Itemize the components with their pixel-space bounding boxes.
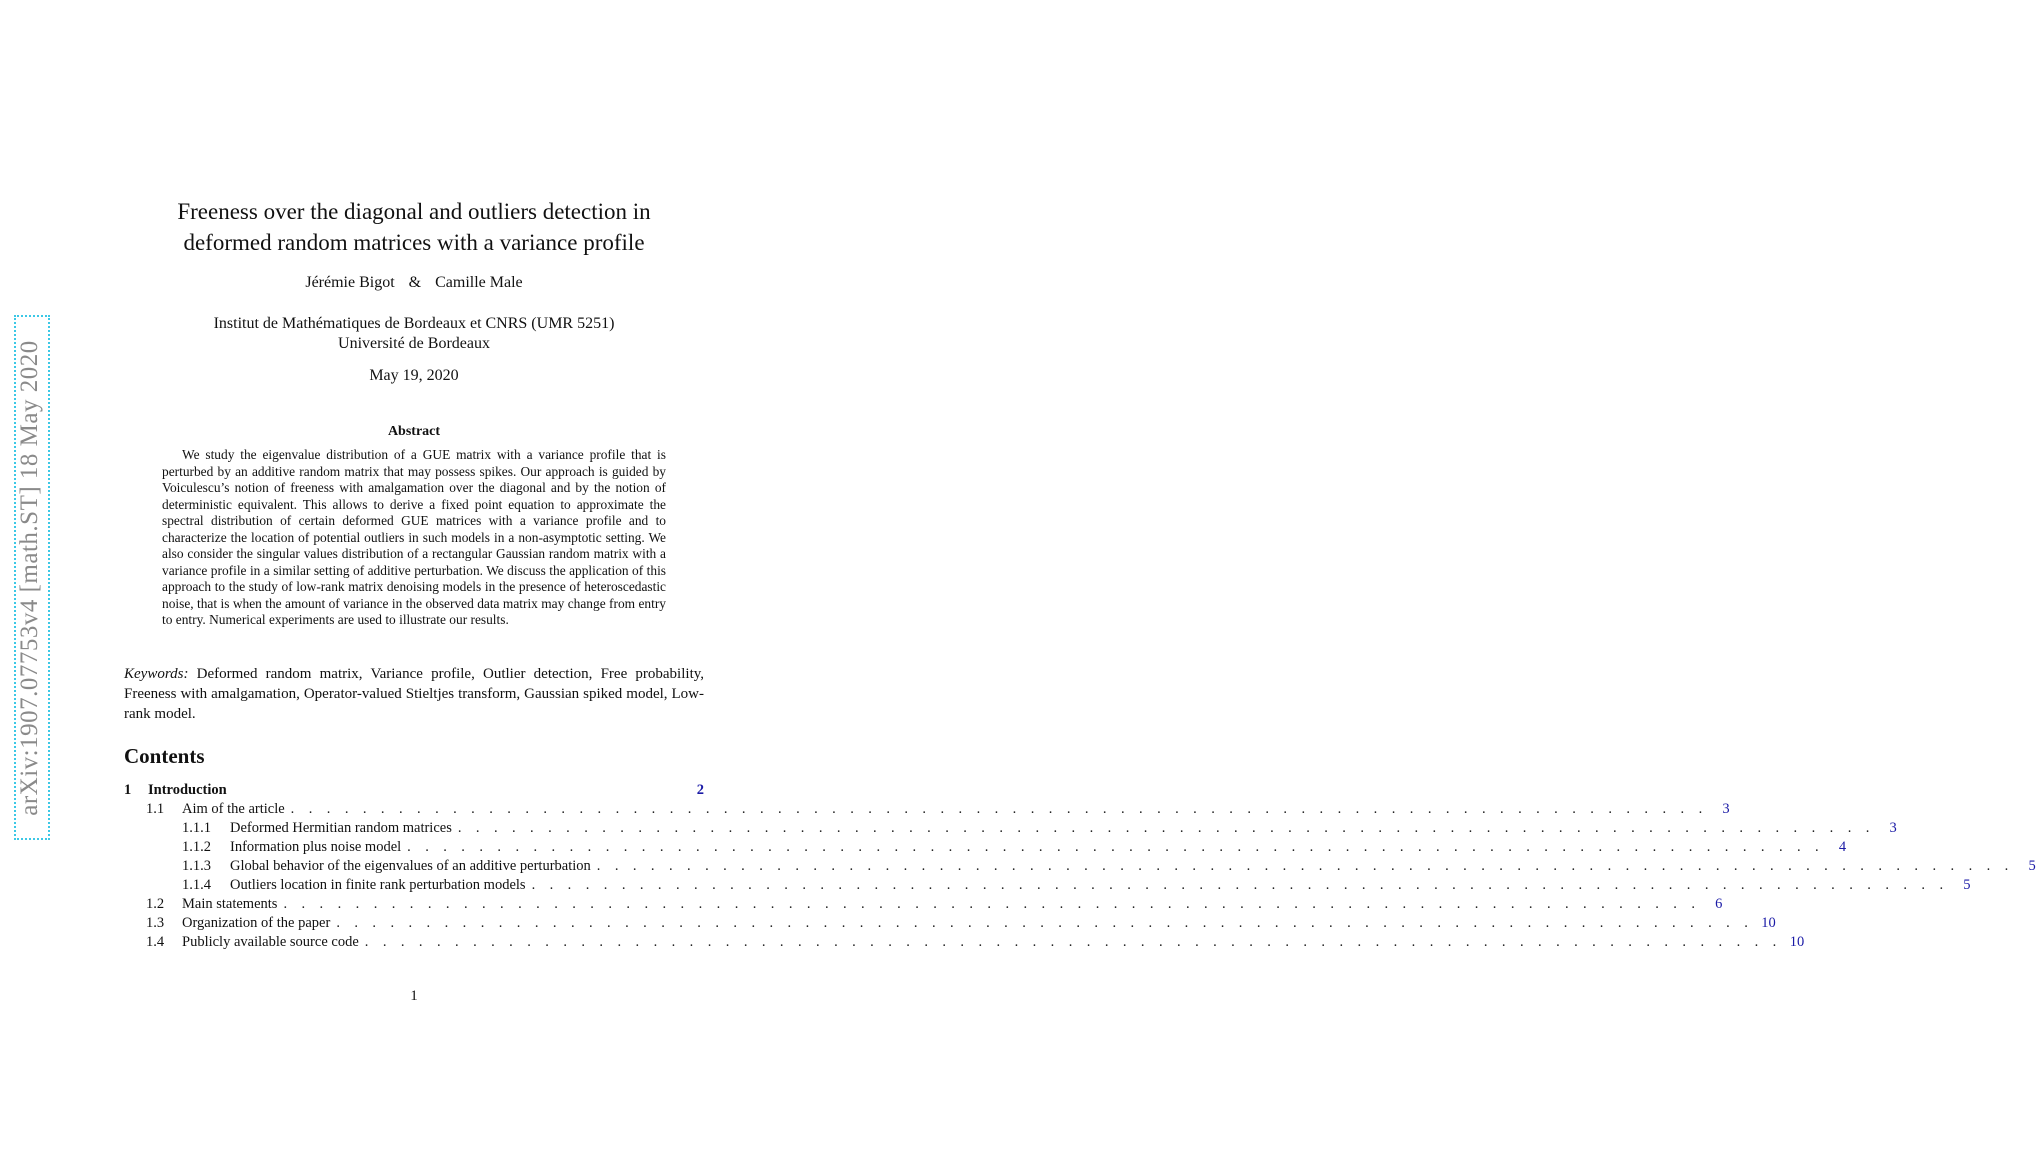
keywords	[124, 664, 704, 724]
toc-entry-source-code[interactable]	[124, 934, 1805, 953]
toc-number: 1.4	[146, 934, 165, 950]
toc-entry-organization[interactable]	[124, 915, 1776, 934]
toc-leader-dots: . . . . . . . . . . . . . . . . . . . . . . . . . . . . . . . . . . . . . . . . . . . . . . . . . . . . . . . . . . . . . . . . . . . . . . . . . . . . . . .	[336, 915, 1754, 931]
page-number: 1	[410, 988, 418, 1004]
abstract-text: We study the eigenvalue distribution of a GUE matrix with a variance profile that is perturbed by an additive random matrix that may possess spikes. Our approach is guided by Voiculescu’s notion of freeness with amalgamation over the diagonal and by the notion of deterministic equivalent. This allows to derive a fixed point equation to approximate the spectral distribution of certain deformed GUE matrices with a variance profile and to characterize the location of potential outliers in such models in a non-asymptotic setting. We also consider the singular values distribution of a rectangular Gaussian random matrix with a variance profile in a similar setting of additive perturbation. We discuss the application of this approach to the study of low-rank matrix denoising models in the presence of heteroscedastic noise, that is when the amount of variance in the observed data matrix may change from entry to entry. Numerical experiments are used to illustrate our results.	[162, 447, 666, 627]
paper-title	[124, 196, 704, 258]
authors	[124, 274, 704, 292]
abstract-heading: Abstract	[387, 424, 441, 439]
toc-number: 1.1.2	[182, 839, 211, 855]
toc-number: 1.1.4	[182, 877, 211, 893]
affiliation	[124, 314, 704, 354]
toc-page-link[interactable]: 3	[1889, 820, 1897, 836]
toc-page-link[interactable]: 4	[1838, 839, 1847, 855]
toc-leader-dots: . . . . . . . . . . . . . . . . . . . . . . . . . . . . . . . . . . . . . . . . . . . . . . . . . . . . . . . . . . . . . . . . . . . . . . . . . . . . . . .	[596, 858, 2014, 874]
keywords-text: Deformed random matrix, Variance profile, Outlier detection, Free probability, Freeness with amalgamation, Operator-valued Stieltjes transform, Gaussian spiked model, Low-rank model.	[124, 666, 705, 722]
toc-page-link[interactable]: 5	[1963, 877, 1971, 893]
title-line-2: deformed random matrices with a variance profile	[183, 230, 645, 255]
toc-page-link[interactable]: 10	[1761, 915, 1776, 931]
toc-page-link[interactable]: 10	[1789, 934, 1805, 950]
toc-label: Main statements	[182, 896, 278, 912]
arxiv-identifier[interactable]: arXiv:1907.07753v4 [math.ST] 18 May 2020	[16, 340, 43, 816]
author-1: Jérémie Bigot	[305, 274, 395, 291]
toc-leader-dots: . . . . . . . . . . . . . . . . . . . . . . . . . . . . . . . . . . . . . . . . . . . . . . . . . . . . . . . . . . . . . . . . . . . . . . . . . . . . . . .	[364, 934, 1782, 950]
toc-entry-global-behavior[interactable]	[124, 858, 2036, 877]
toc-label: Information plus noise model	[230, 839, 402, 855]
affiliation-line-1: Institut de Mathématiques de Bordeaux et CNRS (UMR 5251)	[213, 315, 615, 332]
toc-label: Publicly available source code	[182, 934, 359, 950]
toc-page-link[interactable]: 5	[2028, 858, 2036, 874]
paper-date: May 19, 2020	[369, 367, 459, 384]
toc-page-link[interactable]: 3	[1722, 801, 1730, 817]
toc-number: 1.1.3	[182, 858, 211, 874]
toc-entry-aim-of-article[interactable]	[124, 801, 1730, 820]
toc-entry-outliers-location[interactable]	[124, 877, 1971, 896]
toc-label: Aim of the article	[182, 801, 285, 817]
toc-entry-information-plus-noise[interactable]	[124, 839, 1847, 858]
toc-entry-deformed-hermitian[interactable]	[124, 820, 1897, 839]
toc-page-link[interactable]: 2	[696, 782, 704, 798]
toc-label: Global behavior of the eigenvalues of an additive perturbation	[230, 858, 591, 874]
toc-number: 1.3	[146, 915, 165, 931]
toc-leader-dots: . . . . . . . . . . . . . . . . . . . . . . . . . . . . . . . . . . . . . . . . . . . . . . . . . . . . . . . . . . . . . . . . . . . . . . . . . . . . . . .	[407, 839, 1825, 855]
author-separator: &	[408, 274, 422, 291]
toc-number: 1.2	[146, 896, 165, 912]
toc-page-link[interactable]: 6	[1715, 896, 1723, 912]
toc-label: Organization of the paper	[182, 915, 331, 931]
title-line-1: Freeness over the diagonal and outliers detection in	[177, 199, 651, 224]
toc-leader-dots: . . . . . . . . . . . . . . . . . . . . . . . . . . . . . . . . . . . . . . . . . . . . . . . . . . . . . . . . . . . . . . . . . . . . . . . . . . . . . . .	[457, 820, 1875, 836]
toc-leader-dots: . . . . . . . . . . . . . . . . . . . . . . . . . . . . . . . . . . . . . . . . . . . . . . . . . . . . . . . . . . . . . . . . . . . . . . . . . . . . . . .	[290, 801, 1708, 817]
toc-entry-introduction[interactable]	[124, 782, 704, 801]
toc-label: Deformed Hermitian random matrices	[230, 820, 452, 836]
toc-leader-dots: . . . . . . . . . . . . . . . . . . . . . . . . . . . . . . . . . . . . . . . . . . . . . . . . . . . . . . . . . . . . . . . . . . . . . . . . . . . . . . .	[531, 877, 1949, 893]
contents-heading: Contents	[124, 744, 205, 768]
toc-label: Outliers location in finite rank perturbation models	[230, 877, 526, 893]
table-of-contents	[124, 782, 2036, 953]
toc-number: 1.1.1	[182, 820, 211, 836]
affiliation-line-2: Université de Bordeaux	[338, 335, 490, 352]
toc-label: Introduction	[148, 782, 227, 798]
author-2: Camille Male	[435, 274, 523, 291]
toc-entry-main-statements[interactable]	[124, 896, 1723, 915]
toc-leader-dots: . . . . . . . . . . . . . . . . . . . . . . . . . . . . . . . . . . . . . . . . . . . . . . . . . . . . . . . . . . . . . . . . . . . . . . . . . . . . . . .	[283, 896, 1701, 912]
toc-number: 1	[124, 782, 132, 798]
toc-number: 1.1	[146, 801, 165, 817]
keywords-label: Keywords:	[124, 666, 189, 682]
